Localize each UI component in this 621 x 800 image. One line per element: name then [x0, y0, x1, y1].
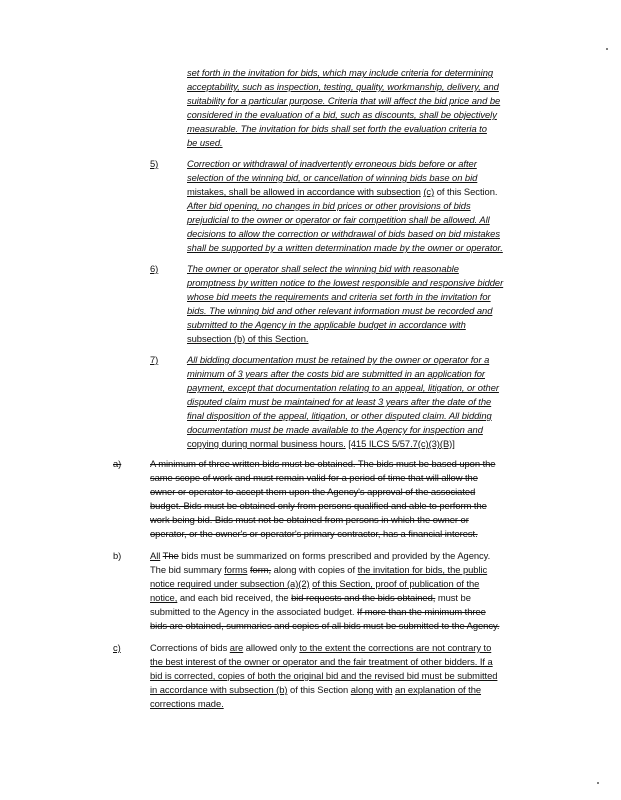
text-line: considered in the evaluation of a bid, such as discounts, shall be objectively [187, 109, 497, 120]
text-fragment: the invitation for bids, the public [357, 564, 488, 575]
text-line: same scope of work and must remain valid for a period of time that will allow the [150, 472, 478, 483]
text-line: corrections made. [150, 698, 224, 709]
text-fragment: submitted to the Agency in the associated budget. [150, 606, 355, 617]
text-line: subsection (b) of this Section. [187, 333, 309, 344]
subsection-number: b) [113, 550, 122, 561]
text-fragment: notice, [150, 592, 178, 603]
text-line: bids are obtained, summaries and copies of all bids must be submitted to the Agency. [150, 620, 500, 631]
subsection-number: 6) [150, 263, 159, 274]
text-line: After bid opening, no changes in bid prices or other provisions of bids [187, 200, 471, 211]
text-line: measurable. The invitation for bids shall set forth the evaluation criteria to [187, 123, 487, 134]
text-fragment: along with copies of [273, 564, 356, 575]
text-line [150, 606, 486, 618]
text-line: bids. The winning bid and other relevant information must be recorded and [187, 305, 493, 316]
text-fragment: bids must be summarized on forms prescribed and provided by the Agency. [181, 550, 491, 561]
text-line: suitability for a particular purpose. Criteria that will affect the bid price and be [187, 95, 501, 106]
text-fragment: along with [350, 684, 393, 695]
text-line: submitted to the Agency in the applicable budget in accordance with [187, 319, 466, 330]
text-fragment: are [229, 642, 244, 653]
text-line: work being bid. Bids must not be obtained from persons in which the owner or [150, 514, 469, 525]
text-line [150, 564, 487, 576]
text-line: operator, or the owner's or operator's primary contractor, has a financial interest. [150, 528, 478, 539]
text-fragment: (c) [423, 186, 435, 197]
text-fragment: forms [224, 564, 248, 575]
text-line: bid is corrected, copies of both the original bid and the revised bid must be submitted [150, 670, 498, 681]
text-fragment: If more than the minimum three [357, 606, 486, 617]
text-line [187, 438, 455, 450]
text-fragment: an explanation of the [395, 684, 482, 695]
text-line [150, 642, 491, 654]
text-line [150, 592, 471, 604]
text-fragment: and each bid received, the [179, 592, 289, 603]
text-line: All bidding documentation must be retained by the owner or operator for a [187, 354, 490, 365]
text-line [150, 578, 479, 590]
text-fragment: in accordance with subsection (b) [150, 684, 288, 695]
text-line: The owner or operator shall select the winning bid with reasonable [187, 263, 459, 274]
text-line: the best interest of the owner or operator and the fair treatment of other bidders. If a [150, 656, 493, 667]
text-line: owner or operator to accept them upon the Agency's approval of the associated [150, 486, 476, 497]
text-line: Correction or withdrawal of inadvertently erroneous bids before or after [187, 158, 477, 169]
text-fragment: copying during normal business hours. [187, 438, 346, 449]
text-fragment: mistakes, shall be allowed in accordance with subsection [187, 186, 421, 197]
scan-speck [597, 782, 599, 784]
text-line: budget. Bids must be obtained only from persons qualified and able to perform the [150, 500, 487, 511]
text-line [187, 186, 497, 198]
text-fragment: form, [250, 564, 272, 575]
subsection-number: a) [113, 458, 122, 469]
text-line: selection of the winning bid, or cancellation of winning bids base on bid [187, 172, 478, 183]
text-line: documentation must be made available to the Agency for inspection and [187, 424, 483, 435]
text-fragment: Corrections of bids [150, 642, 228, 653]
text-fragment: The bid summary [150, 564, 222, 575]
text-line: decisions to allow the correction or withdrawal of bids based on bid mistakes [187, 228, 500, 239]
text-fragment: of this Section, proof of publication of the [312, 578, 480, 589]
text-line: prejudicial to the owner or operator or fair competition shall be allowed. All [187, 214, 490, 225]
text-fragment: allowed only [245, 642, 297, 653]
text-line: shall be supported by a written determination made by the owner or operator. [187, 242, 503, 253]
text-fragment: to the extent the corrections are not contrary to [299, 642, 492, 653]
text-line: be used. [187, 137, 223, 148]
text-fragment: of this Section. [436, 186, 498, 197]
text-line [150, 684, 481, 696]
text-line: minimum of 3 years after the costs bid are submitted in an application for [187, 368, 486, 379]
scan-speck [606, 48, 608, 50]
text-fragment: bid requests and the bids obtained, [291, 592, 436, 603]
subsection-number: c) [113, 642, 121, 653]
subsection-number: 7) [150, 354, 159, 365]
text-fragment: must be [437, 592, 471, 603]
text-line: A minimum of three written bids must be obtained. The bids must be based upon the [150, 458, 496, 469]
text-line: set forth in the invitation for bids, which may include criteria for determining [187, 67, 494, 78]
text-fragment: notice required under subsection (a)(2) [150, 578, 310, 589]
text-line: final disposition of the appeal, litigation, or other disputed claim. All bidding [187, 410, 492, 421]
text-fragment: All [150, 550, 161, 561]
text-line: whose bid meets the requirements and criteria set forth in the invitation for [187, 291, 491, 302]
text-fragment: The [162, 550, 179, 561]
text-line: disputed claim must be maintained for at least 3 years after the date of the [187, 396, 492, 407]
text-line: payment, except that documentation relating to an appeal, litigation, or other [187, 382, 499, 393]
subsection-number: 5) [150, 158, 159, 169]
text-line [150, 550, 490, 562]
text-line: promptness by written notice to the lowest responsible and responsive bidder [187, 277, 504, 288]
text-fragment: of this Section [290, 684, 349, 695]
citation: [415 ILCS 5/57.7(c)(3)(B)] [348, 438, 455, 449]
text-line: acceptability, such as inspection, testing, quality, workmanship, delivery, and [187, 81, 499, 92]
